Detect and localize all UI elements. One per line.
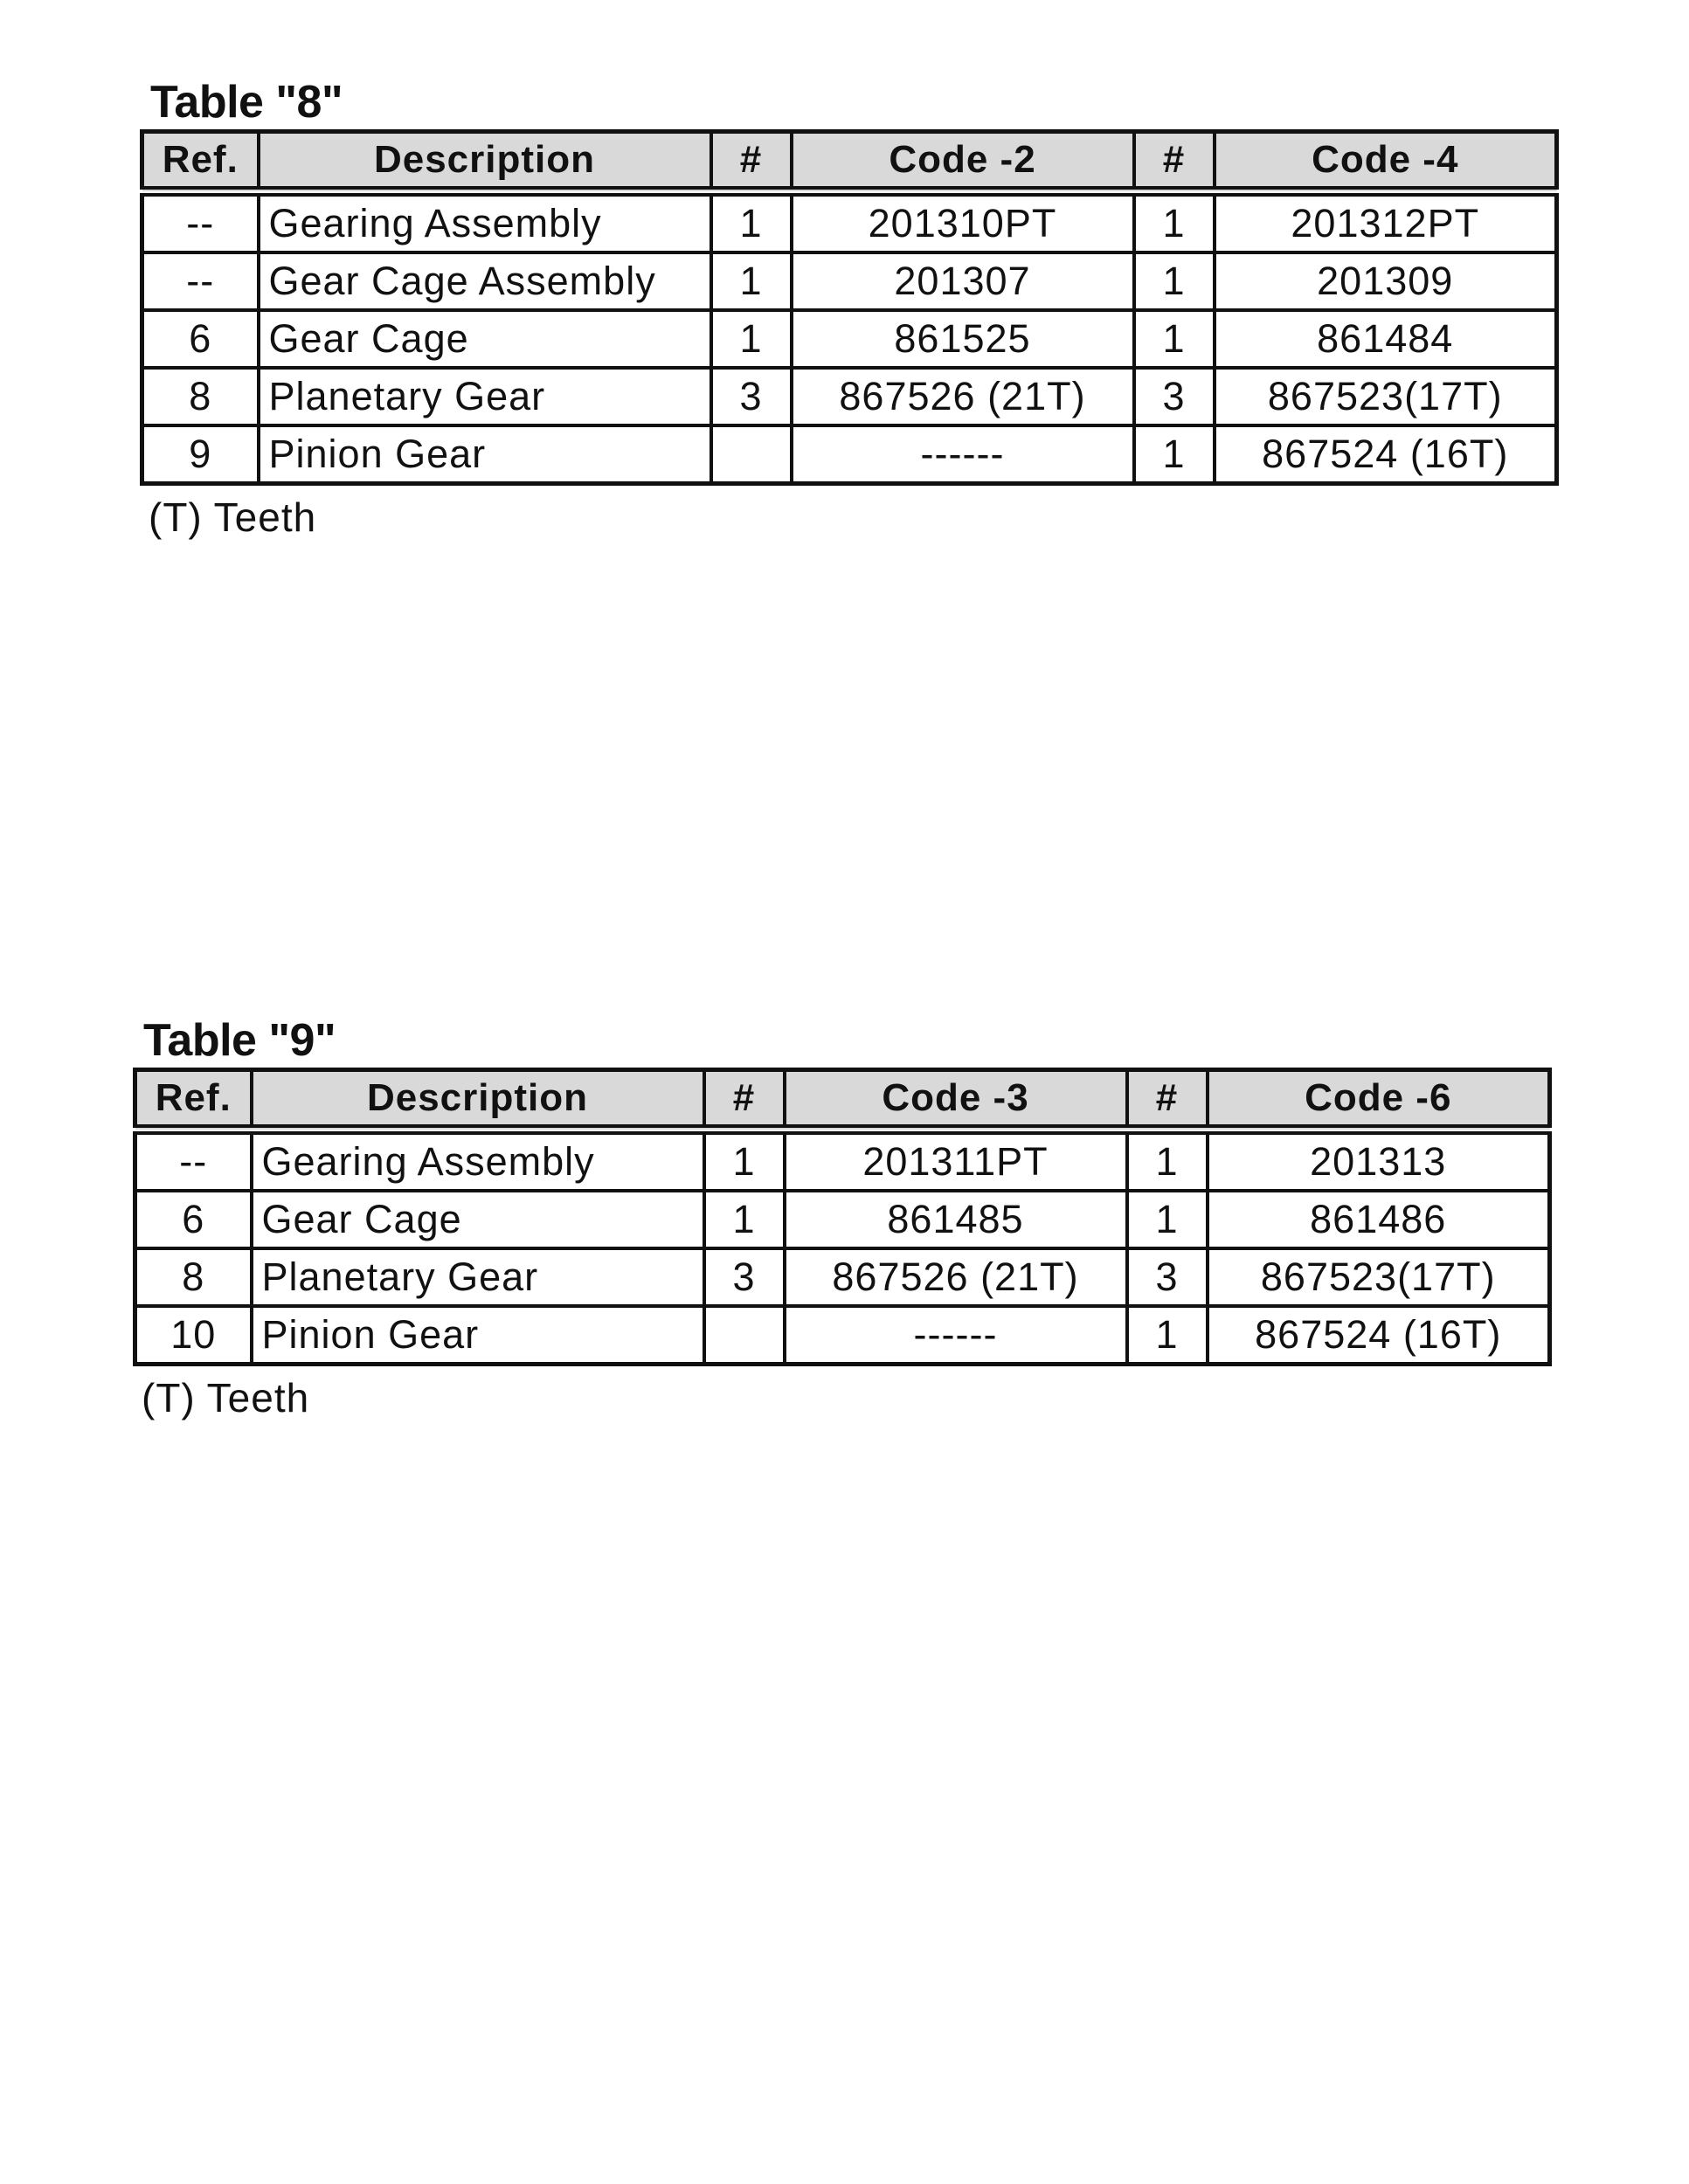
cell-ref: 10 xyxy=(135,1306,252,1365)
cell-ref: 6 xyxy=(142,310,259,368)
cell-qty: 1 xyxy=(1134,310,1215,368)
cell-qty: 1 xyxy=(711,252,792,310)
table-row xyxy=(142,252,1557,310)
table-title: Table "9" xyxy=(143,1015,336,1066)
cell-ref: -- xyxy=(142,252,259,310)
cell-code: 861525 xyxy=(792,310,1134,368)
header-row xyxy=(142,132,1557,192)
cell-qty: 1 xyxy=(711,191,792,252)
cell-qty: 1 xyxy=(1127,1130,1208,1191)
cell-qty xyxy=(711,425,792,484)
cell-description: Gear Cage xyxy=(259,310,711,368)
cell-code: ------ xyxy=(792,425,1134,484)
cell-qty: 3 xyxy=(1127,1248,1208,1306)
cell-qty: 1 xyxy=(704,1130,785,1191)
cell-ref: 8 xyxy=(142,368,259,425)
table-row xyxy=(135,1130,1550,1191)
cell-code: 201311PT xyxy=(785,1130,1127,1191)
header-code-b: Code -4 xyxy=(1215,132,1557,192)
cell-code: 867526 (21T) xyxy=(792,368,1134,425)
table-row xyxy=(135,1306,1550,1365)
cell-description: Pinion Gear xyxy=(252,1306,704,1365)
header-ref: Ref. xyxy=(142,132,259,192)
cell-ref: 8 xyxy=(135,1248,252,1306)
table-9-block xyxy=(133,1015,1552,1422)
table-footnote: (T) Teeth xyxy=(149,494,317,540)
cell-qty: 1 xyxy=(1134,191,1215,252)
cell-qty xyxy=(704,1306,785,1365)
header-qty: # xyxy=(1134,132,1215,192)
cell-ref: 9 xyxy=(142,425,259,484)
table-row xyxy=(135,1191,1550,1248)
cell-description: Planetary Gear xyxy=(252,1248,704,1306)
cell-code: 201313 xyxy=(1208,1130,1550,1191)
table-row xyxy=(142,368,1557,425)
table-row xyxy=(142,310,1557,368)
cell-code: 861484 xyxy=(1215,310,1557,368)
cell-description: Gear Cage Assembly xyxy=(259,252,711,310)
header-description: Description xyxy=(259,132,711,192)
cell-description: Pinion Gear xyxy=(259,425,711,484)
cell-code: 867526 (21T) xyxy=(785,1248,1127,1306)
cell-qty: 1 xyxy=(1127,1306,1208,1365)
table-title: Table "8" xyxy=(150,77,343,128)
cell-code: 867523(17T) xyxy=(1208,1248,1550,1306)
cell-qty: 1 xyxy=(1127,1191,1208,1248)
cell-qty: 1 xyxy=(1134,425,1215,484)
header-row xyxy=(135,1070,1550,1130)
table-8-block xyxy=(140,77,1559,542)
header-ref: Ref. xyxy=(135,1070,252,1130)
header-code-b: Code -6 xyxy=(1208,1070,1550,1130)
header-qty: # xyxy=(711,132,792,192)
table-footnote: (T) Teeth xyxy=(142,1375,310,1420)
cell-code: 201309 xyxy=(1215,252,1557,310)
cell-code: 867523(17T) xyxy=(1215,368,1557,425)
cell-code: ------ xyxy=(785,1306,1127,1365)
cell-code: 201312PT xyxy=(1215,191,1557,252)
cell-description: Gearing Assembly xyxy=(259,191,711,252)
header-code-a: Code -3 xyxy=(785,1070,1127,1130)
parts-table xyxy=(140,129,1559,486)
header-qty: # xyxy=(1127,1070,1208,1130)
cell-code: 867524 (16T) xyxy=(1215,425,1557,484)
cell-code: 861485 xyxy=(785,1191,1127,1248)
cell-description: Gearing Assembly xyxy=(252,1130,704,1191)
cell-ref: 6 xyxy=(135,1191,252,1248)
table-row xyxy=(142,425,1557,484)
cell-qty: 3 xyxy=(1134,368,1215,425)
cell-code: 201307 xyxy=(792,252,1134,310)
cell-qty: 1 xyxy=(704,1191,785,1248)
header-qty: # xyxy=(704,1070,785,1130)
cell-code: 201310PT xyxy=(792,191,1134,252)
cell-qty: 3 xyxy=(711,368,792,425)
cell-description: Gear Cage xyxy=(252,1191,704,1248)
cell-qty: 3 xyxy=(704,1248,785,1306)
header-description: Description xyxy=(252,1070,704,1130)
header-code-a: Code -2 xyxy=(792,132,1134,192)
table-row xyxy=(135,1248,1550,1306)
parts-table xyxy=(133,1068,1552,1366)
cell-ref: -- xyxy=(142,191,259,252)
cell-ref: -- xyxy=(135,1130,252,1191)
table-row xyxy=(142,191,1557,252)
cell-code: 867524 (16T) xyxy=(1208,1306,1550,1365)
cell-code: 861486 xyxy=(1208,1191,1550,1248)
cell-description: Planetary Gear xyxy=(259,368,711,425)
cell-qty: 1 xyxy=(1134,252,1215,310)
cell-qty: 1 xyxy=(711,310,792,368)
